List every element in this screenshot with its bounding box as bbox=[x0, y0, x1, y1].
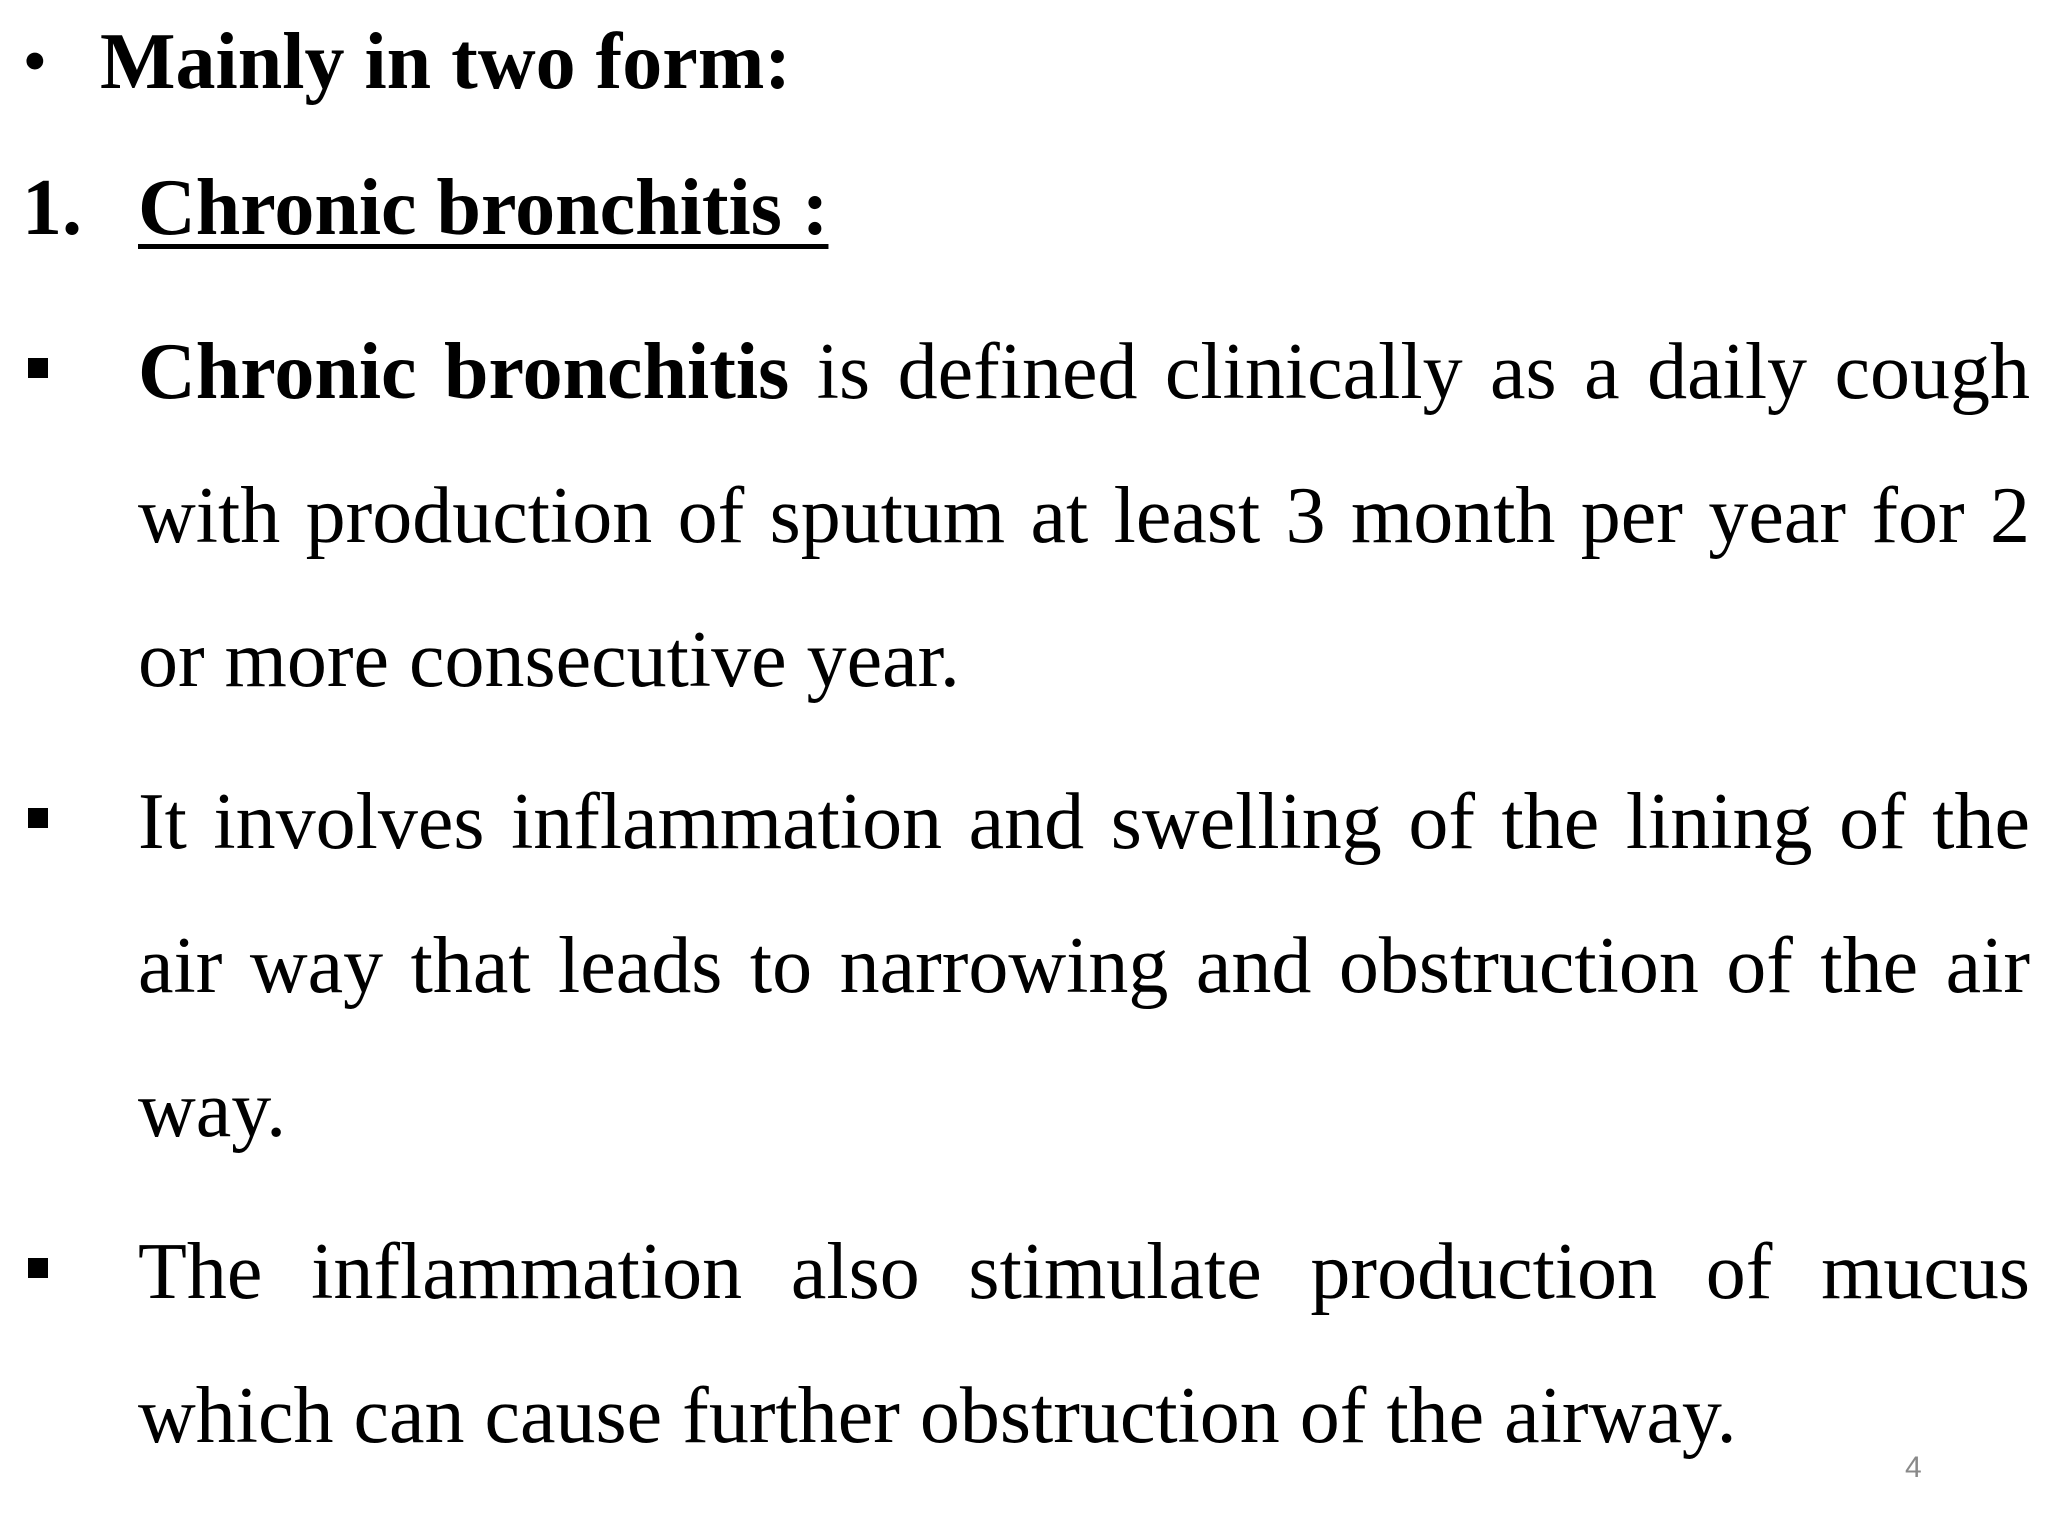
section-title: Chronic bronchitis : bbox=[138, 164, 829, 252]
square-bullet-icon bbox=[28, 1258, 48, 1278]
square-bullet-icon bbox=[28, 808, 48, 828]
page-number: 4 bbox=[1905, 1451, 1922, 1484]
section-number: 1. bbox=[22, 164, 82, 252]
point-1-text: is defined clinically as a daily cough with production of sputum at least 3 month per year for 2 or more consecutive year. bbox=[138, 328, 2031, 704]
square-bullet-icon bbox=[28, 358, 48, 378]
point-1 bbox=[138, 300, 2030, 732]
bullet-dot-icon: • bbox=[24, 28, 46, 96]
point-2: It involves inflammation and swelling of the lining of the air way that leads to narrowing and obstruction of the air way. bbox=[138, 778, 2030, 1154]
point-3: The inflammation also stimulate production of mucus which can cause further obstruction of the airway. bbox=[138, 1228, 2030, 1460]
point-1-term: Chronic bronchitis bbox=[138, 328, 790, 416]
intro-heading: Mainly in two form: bbox=[100, 18, 792, 106]
